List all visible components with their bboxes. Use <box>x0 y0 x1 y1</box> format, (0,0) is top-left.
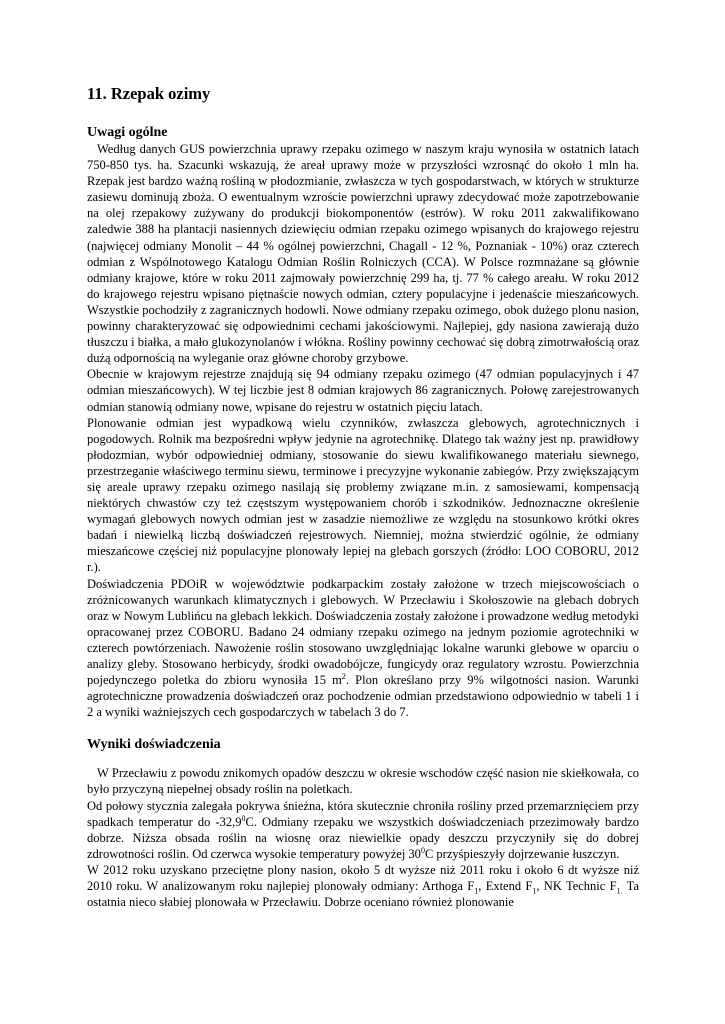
text-run: C. Odmiany rzepaku we wszystkich doświadczeniach przezimowały bardzo dobrze. Niższa obsada roślin na wiosnę oraz niewielkie opady deszczu przyczyniły się do dobrej zdrowotności roślin. Od czerwca wysokie temperatury powyżej 30 <box>87 814 640 861</box>
subscript: 1. <box>616 886 623 896</box>
text-run: . Plon określano przy 9% wilgotności nasion. Warunki agrotechniczne prowadzenia doświadczeń oraz pochodzenie odmian przedstawiono odpowiednio w tabeli 1 i 2 a wyniki ważniejszych cech gospodarczych w tabelach 3 do 7. <box>87 673 640 720</box>
spacer <box>87 753 639 765</box>
text-run: Od połowy stycznia zalegała pokrywa śnieżna, która skutecznie chroniła rośliny przed przemarznięciem przy spadkach temperatur do -32,9 <box>87 798 639 829</box>
subscript: 1 <box>532 886 537 896</box>
text-run: Doświadczenia PDOiR w województwie podkarpackim zostały założone w trzech miejscowościach o zróżnicowanych warunkach klimatycznych i glebowych. W Przecławiu i Skołoszowie na glebach dobrych oraz w Nowym Lublińcu na glebach lekkich. Doświadczenia zostały założone i prowadzone według metodyki opracowanej przez COBORU. Badano 24 odmiany rzepaku ozimego na jednym poziomie agrotechniki w czterech powtórzeniach. Nawożenie roślin stosowano uwzględniając lokalne warunki glebowe w oparciu o analizy gleby. Stosowano herbicydy, środki owadobójcze, fungicydy oraz regulatory wzrostu. Powierzchnia pojedynczego poletka do zbioru wynosiła 15 m <box>87 576 639 688</box>
spacer <box>87 720 639 736</box>
paragraph <box>87 576 639 721</box>
paragraph: W Przecławiu z powodu znikomych opadów deszczu w okresie wschodów część nasion nie skiełkowała, co było przyczyną niepełnej obsady roślin na poletkach. <box>87 766 639 797</box>
paragraph: Według danych GUS powierzchnia uprawy rzepaku ozimego w naszym kraju wynosiła w ostatnich latach 750-850 tys. ha. Szacunki wskazują, że areał uprawy może w przyszłości wzrosnąć do około 1 mln ha. Rzepak jest bardzo ważną rośliną w płodozmianie, zwłaszcza w tych gospodarstwach, w których w strukturze zasiewu dominują zboża. O ewentualnym wzroście powierzchni uprawy zdecydować może zapotrzebowanie na olej rzepakowy zużywany do produkcji biokomponentów (estrów). W roku 2011 zakwalifikowano zaledwie 388 ha plantacji nasiennych dziewięciu odmian rzepaku ozimego wpisanych do krajowego rejestru (najwięcej odmiany Monolit – 44 % ogólnej powierzchni, Chagall - 12 %, Poznaniak - 10%) oraz czterech odmian z Wspólnotowego Katalogu Odmian Roślin Rolniczych (CCA). W Polsce rozmnażane są głównie odmiany krajowe, które w roku 2011 zajmowały powierzchnię 299 ha, tj. 77 % całego areału. W roku 2012 do krajowego rejestru wpisano piętnaście nowych odmian, cztery populacyjne i jedenaście mieszańcowych. Wszystkie pochodziły z zagranicznych hodowli. Nowe odmiany rzepaku ozimego, obok dużego plonu nasion, powinny charakteryzować się odpowiednimi cechami jakościowymi. Najlepiej, gdy nasiona zawierają dużo tłuszczu i białka, a mało glukozynolanów i włókna. Rośliny powinny cechować się dobrą zimotrwałością oraz dużą odpornością na wyleganie oraz główne choroby grzybowe. <box>87 142 639 366</box>
section-heading-general: Uwagi ogólne <box>87 125 168 140</box>
document-page <box>87 84 639 910</box>
superscript: 2 <box>341 671 346 681</box>
paragraph <box>87 798 639 862</box>
paragraph <box>87 862 639 910</box>
text-run: C przyśpieszyły dojrzewanie łuszczyn. <box>424 846 620 861</box>
subscript: 1 <box>474 886 479 896</box>
text-run: , Extend F <box>478 879 533 894</box>
page-title: 11. Rzepak ozimy <box>87 84 211 103</box>
section-heading-results: Wyniki doświadczenia <box>87 737 221 753</box>
text-run: Ta ostatnia nieco słabiej plonowała w Przecławiu. Dobrze oceniano również plonowanie <box>87 879 639 910</box>
paragraph: Plonowanie odmian jest wypadkową wielu czynników, zwłaszcza glebowych, agrotechnicznych i pogodowych. Rolnik ma bezpośredni wpływ jedynie na agrotechnikę. Dlatego tak ważny jest np. prawidłowy płodozmian, wybór odpowiedniej odmiany, stosowanie do siewu kwalifikowanego materiału siewnego, przestrzeganie właściwego terminu siewu, terminowe i precyzyjne wykonanie zabiegów. Przy zwiększającym się areale uprawy rzepaku ozimego nasilają się problemy związane m.in. z samosiewami, kompensacją niektórych chwastów czy też częstszym występowaniem chorób i szkodników. Jednoznaczne określenie wymagań glebowych nowych odmian jest w zasadzie niemożliwe ze względu na stosunkowo krótki okres badań i niewielką liczbą doświadczeń rejestrowych. Niemniej, można stwierdzić ogólnie, że odmiany mieszańcowe częściej niż populacyjne plonowały lepiej na glebach gorszych (źródło: LOO COBORU, 2012 r.). <box>87 415 639 575</box>
text-run: , NK Technic F <box>536 879 617 894</box>
text-run: W 2012 roku uzyskano przeciętne plony nasion, około 5 dt wyższe niż 2011 roku i około 6 dt wyższe niż 2010 roku. W analizowanym roku najlepiej plonowały odmiany: Arthoga F <box>87 862 639 894</box>
paragraph: Obecnie w krajowym rejestrze znajdują się 94 odmiany rzepaku ozimego (47 odmian populacyjnych i 47 odmian mieszańcowych). W tej liczbie jest 8 odmian krajowych 86 zagranicznych. Połowę zarejestrowanych odmian stanowią odmiany nowe, wpisane do rejestru w ostatnich pięciu latach. <box>87 367 639 414</box>
superscript: 0 <box>241 813 246 823</box>
superscript: 0 <box>420 845 425 855</box>
